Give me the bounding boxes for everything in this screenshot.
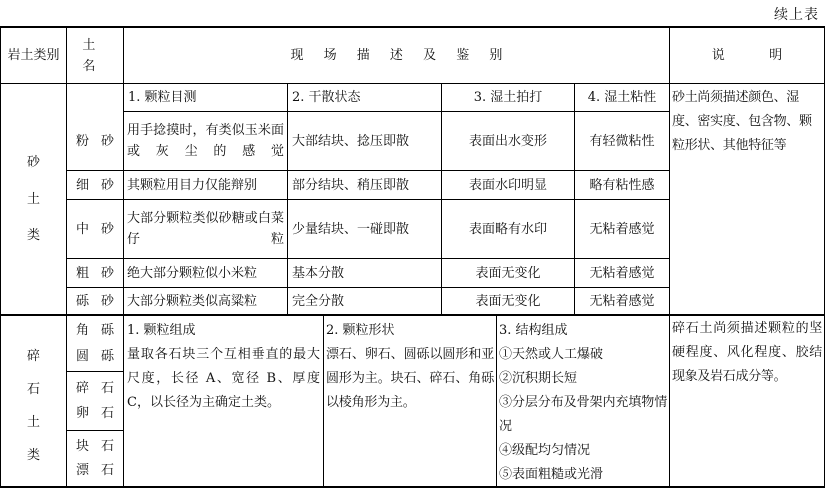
medium-wet-sticky: 无粘着感觉 <box>589 221 655 237</box>
gravel-composition <box>125 317 322 485</box>
gravelly-visual: 大部分颗粒类似高粱粒 <box>127 293 258 309</box>
structure-item: ①天然或人工爆破 <box>499 347 604 362</box>
gravelly-wet-tap: 表面无变化 <box>475 293 541 309</box>
soil-name-char: 石 <box>100 463 114 478</box>
soil-name-char: 石 <box>100 381 114 396</box>
soil-name-char: 石 <box>100 439 114 454</box>
gravel-category-char: 石 <box>26 382 40 397</box>
sand-row-gravelly <box>67 288 123 314</box>
sand-category-char: 类 <box>26 228 40 243</box>
fine-visual: 其颗粒用目力仅能辩别 <box>127 177 258 193</box>
sand-row-medium <box>67 200 123 258</box>
gravel-composition-title: 1. 颗粒组成 <box>127 323 196 338</box>
rule-before-remarks <box>669 26 670 488</box>
sand-subheader-wet-sticky: 4. 湿土粘性 <box>587 90 657 105</box>
sand-remark: 砂土尚须描述颜色、湿度、密实度、包含物、颗粒形状、其他特征等 <box>672 90 812 153</box>
soil-name-char: 细 <box>76 177 90 193</box>
gravel-name-crushed <box>67 372 123 430</box>
rule-gravel-col-3 <box>496 315 497 487</box>
structure-item: ④级配均匀情况 <box>499 443 591 458</box>
sand-row-silty <box>67 112 123 170</box>
sand-subheader-wet-tap: 3. 湿土拍打 <box>473 90 543 105</box>
soil-name-char: 中 <box>76 221 90 237</box>
sand-category-char: 砂 <box>26 155 40 170</box>
rule-right <box>824 26 825 488</box>
gravel-remark: 碎石土尚须描述颗粒的坚硬程度、风化程度、胶结现象及岩石成分等。 <box>672 321 822 384</box>
gravel-shape-text: 漂石、卵石、圆砾以圆形和亚圆形为主。块石、碎石、角砾以棱角形为主。 <box>326 347 494 410</box>
soil-name-char: 碎 <box>76 381 90 396</box>
soil-name-char: 砾 <box>100 349 114 364</box>
soil-name-char: 石 <box>100 406 114 421</box>
structure-item: ③分层分布及骨架内充填物情况 <box>499 395 667 434</box>
gravel-category-char: 土 <box>26 415 40 430</box>
soil-name-char: 粗 <box>76 265 90 281</box>
soil-name-char: 圆 <box>76 349 90 364</box>
gravel-name-boulder <box>67 431 123 486</box>
soil-name-char: 角 <box>76 323 90 338</box>
gravelly-dry: 完全分散 <box>292 293 345 309</box>
fine-wet-tap: 表面水印明显 <box>468 177 547 193</box>
soil-name-char: 砂 <box>100 293 114 309</box>
medium-visual: 大部分颗粒类似砂糖或白菜仔粒 <box>127 211 284 247</box>
soil-name-char: 卵 <box>76 406 90 421</box>
soil-classification-table <box>0 26 825 488</box>
sand-row-fine <box>67 171 123 199</box>
gravel-structure-title: 3. 结构组成 <box>499 323 568 338</box>
gravel-shape-title: 2. 颗粒形状 <box>326 323 395 338</box>
soil-name-char: 砾 <box>76 293 90 309</box>
header-remarks: 说 明 <box>711 48 803 63</box>
silty-visual: 用手捻摸时，有类似玉米面或灰尘的感觉 <box>127 123 284 159</box>
gravel-category-char: 碎 <box>26 349 40 364</box>
soil-name-char: 砂 <box>100 265 114 281</box>
soil-name-char: 漂 <box>76 463 90 478</box>
sand-subheader-dry: 2. 干散状态 <box>292 90 361 105</box>
structure-item: ②沉积期长短 <box>499 371 578 386</box>
silty-dry: 大部结块、捻压即散 <box>292 133 410 149</box>
soil-name-char: 粉 <box>76 133 90 149</box>
soil-name-char: 砂 <box>100 133 114 149</box>
sand-row-coarse <box>67 259 123 287</box>
header-field-description: 现场描述及鉴别 <box>290 48 523 63</box>
gravel-structure <box>498 317 668 485</box>
rule-gravel-col-2 <box>323 315 324 487</box>
gravel-category <box>1 316 66 486</box>
soil-name-char: 砂 <box>100 177 114 193</box>
coarse-visual: 绝大部分颗粒似小米粒 <box>127 265 258 281</box>
gravel-name-angular <box>67 316 123 371</box>
medium-wet-tap: 表面略有水印 <box>468 221 547 237</box>
fine-wet-sticky: 略有粘性感 <box>589 177 655 193</box>
sand-category-char: 土 <box>26 191 40 207</box>
sand-subheader-visual: 1. 颗粒目测 <box>128 90 197 105</box>
coarse-wet-sticky: 无粘着感觉 <box>589 265 655 281</box>
coarse-dry: 基本分散 <box>292 265 345 281</box>
fine-dry: 部分结块、稍压即散 <box>292 177 410 193</box>
coarse-wet-tap: 表面无变化 <box>475 265 541 281</box>
soil-name-char: 砂 <box>100 221 114 237</box>
header-soil-name: 土 名 <box>82 37 116 74</box>
gravel-shape <box>325 317 495 485</box>
soil-name-char: 块 <box>76 439 90 454</box>
silty-wet-sticky: 有轻微粘性 <box>589 133 655 149</box>
silty-wet-tap: 表面出水变形 <box>468 133 547 149</box>
structure-item: ⑤表面粗糙或光滑 <box>499 467 604 482</box>
gravelly-wet-sticky: 无粘着感觉 <box>589 293 655 309</box>
soil-name-char: 砾 <box>100 323 114 338</box>
header-category: 岩土类别 <box>7 48 60 63</box>
gravel-category-char: 类 <box>26 448 40 463</box>
medium-dry: 少量结块、一碰即散 <box>292 221 410 237</box>
gravel-composition-text: 量取各石块三个互相垂直的最大尺度，长径 A、宽径 B、厚度 C，以长径为主确定土类。 <box>127 347 320 410</box>
continued-label: 续上表 <box>774 7 819 23</box>
sand-category <box>1 84 66 314</box>
